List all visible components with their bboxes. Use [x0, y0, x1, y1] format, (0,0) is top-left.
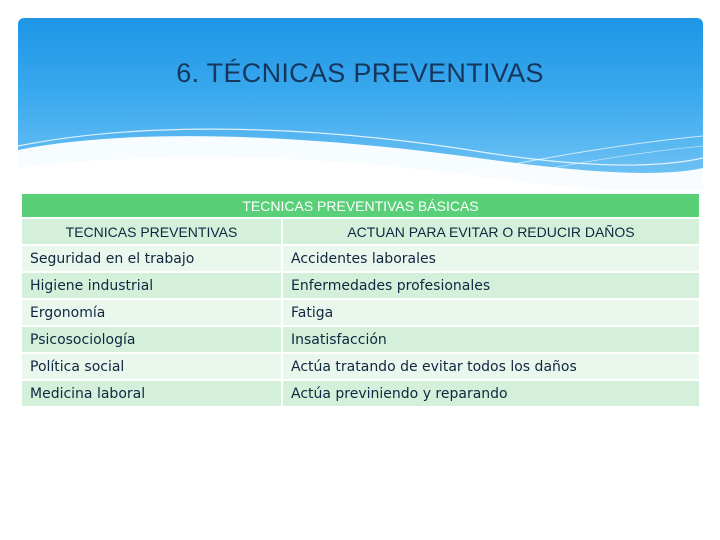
- technique-cell: Psicosociología: [22, 327, 281, 352]
- technique-cell: Medicina laboral: [22, 381, 281, 406]
- effect-cell: Enfermedades profesionales: [283, 273, 699, 298]
- technique-cell: Política social: [22, 354, 281, 379]
- effect-cell: Fatiga: [283, 300, 699, 325]
- table-row: [22, 300, 699, 325]
- technique-cell: Ergonomía: [22, 300, 281, 325]
- table-row: [22, 381, 699, 406]
- table-row: [22, 327, 699, 352]
- table-row: [22, 246, 699, 271]
- preventive-techniques-table: [20, 192, 701, 408]
- title-banner: [18, 18, 703, 190]
- column-header-techniques: TECNICAS PREVENTIVAS: [22, 219, 281, 244]
- table-caption: TECNICAS PREVENTIVAS BÁSICAS: [22, 194, 699, 217]
- table-row: [22, 273, 699, 298]
- table-row: [22, 354, 699, 379]
- effect-cell: Insatisfacción: [283, 327, 699, 352]
- effect-cell: Actúa tratando de evitar todos los daños: [283, 354, 699, 379]
- column-header-actions: ACTUAN PARA EVITAR O REDUCIR DAÑOS: [283, 219, 699, 244]
- effect-cell: Actúa previniendo y reparando: [283, 381, 699, 406]
- table-header-row: [22, 219, 699, 244]
- effect-cell: Accidentes laborales: [283, 246, 699, 271]
- technique-cell: Higiene industrial: [22, 273, 281, 298]
- banner-wave-graphic: [18, 18, 703, 190]
- slide-title: 6. TÉCNICAS PREVENTIVAS: [176, 58, 544, 88]
- technique-cell: Seguridad en el trabajo: [22, 246, 281, 271]
